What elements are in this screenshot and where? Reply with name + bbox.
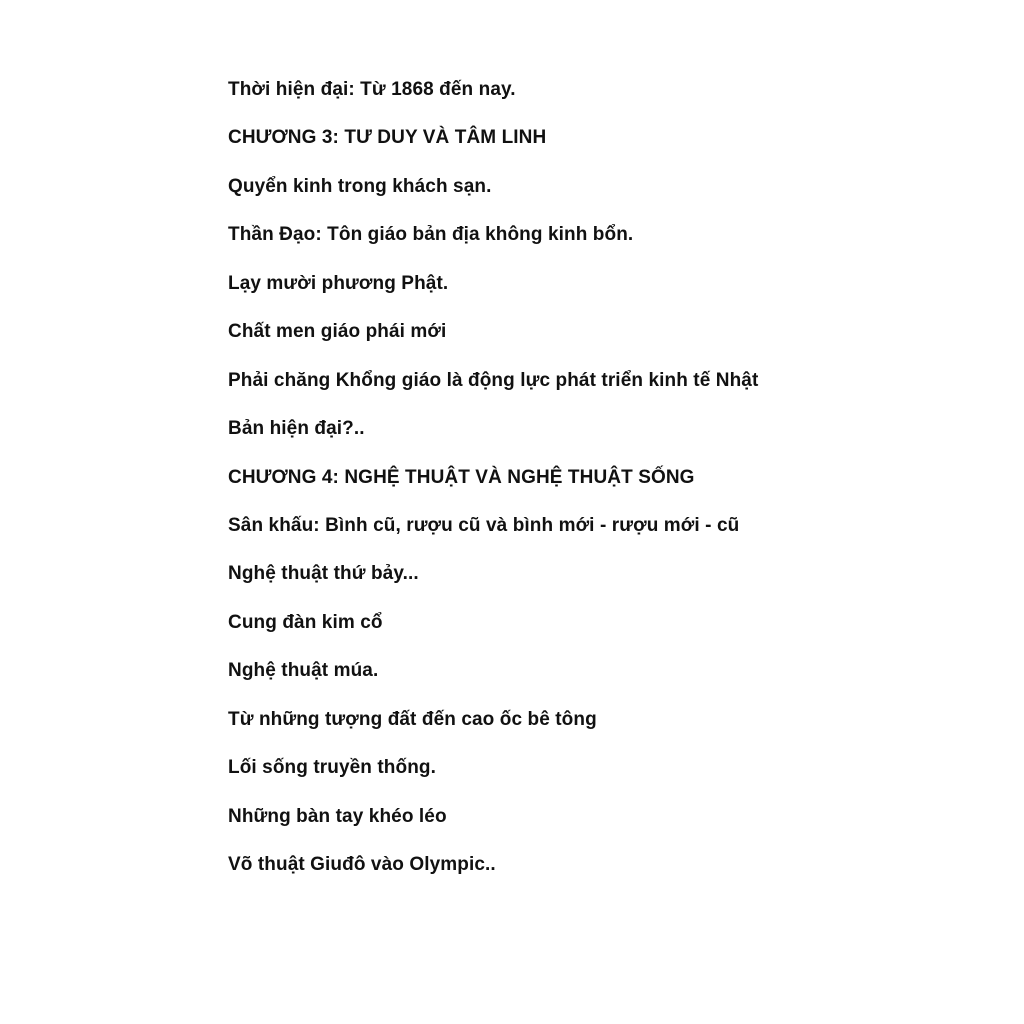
toc-entry-seventh-art: Nghệ thuật thứ bảy... (228, 563, 419, 585)
toc-entry-architecture: Từ những tượng đất đến cao ốc bê tông (228, 708, 597, 730)
chapter-4-heading: CHƯƠNG 4: NGHỆ THUẬT VÀ NGHỆ THUẬT SỐNG (228, 466, 695, 488)
toc-entry-judo: Võ thuật Giuđô vào Olympic.. (228, 854, 496, 875)
toc-entry-music: Cung đàn kim cổ (228, 611, 383, 633)
toc-entry-modern-era: Thời hiện đại: Từ 1868 đến nay. (228, 79, 516, 100)
chapter-3-heading: CHƯƠNG 3: TƯ DUY VÀ TÂM LINH (228, 127, 547, 149)
toc-entry-dance: Nghệ thuật múa. (228, 660, 379, 682)
toc-entry-buddha: Lạy mười phương Phật. (228, 272, 449, 294)
toc-entry-theater: Sân khấu: Bình cũ, rượu cũ và bình mới - rượu mới - cũ (228, 514, 740, 536)
toc-entry-modern-version: Bản hiện đại?.. (228, 418, 365, 440)
toc-entry-new-sects: Chất men giáo phái mới (228, 321, 447, 343)
toc-entry-crafts: Những bàn tay khéo léo (228, 805, 447, 827)
toc-entry-hotel-scripture: Quyển kinh trong khách sạn. (228, 175, 492, 197)
table-of-contents (228, 77, 988, 900)
toc-entry-confucianism: Phải chăng Khổng giáo là động lực phát triển kinh tế Nhật (228, 369, 759, 391)
toc-entry-shinto: Thần Đạo: Tôn giáo bản địa không kinh bổn. (228, 224, 634, 246)
toc-entry-traditional-life: Lối sống truyền thống. (228, 757, 437, 779)
